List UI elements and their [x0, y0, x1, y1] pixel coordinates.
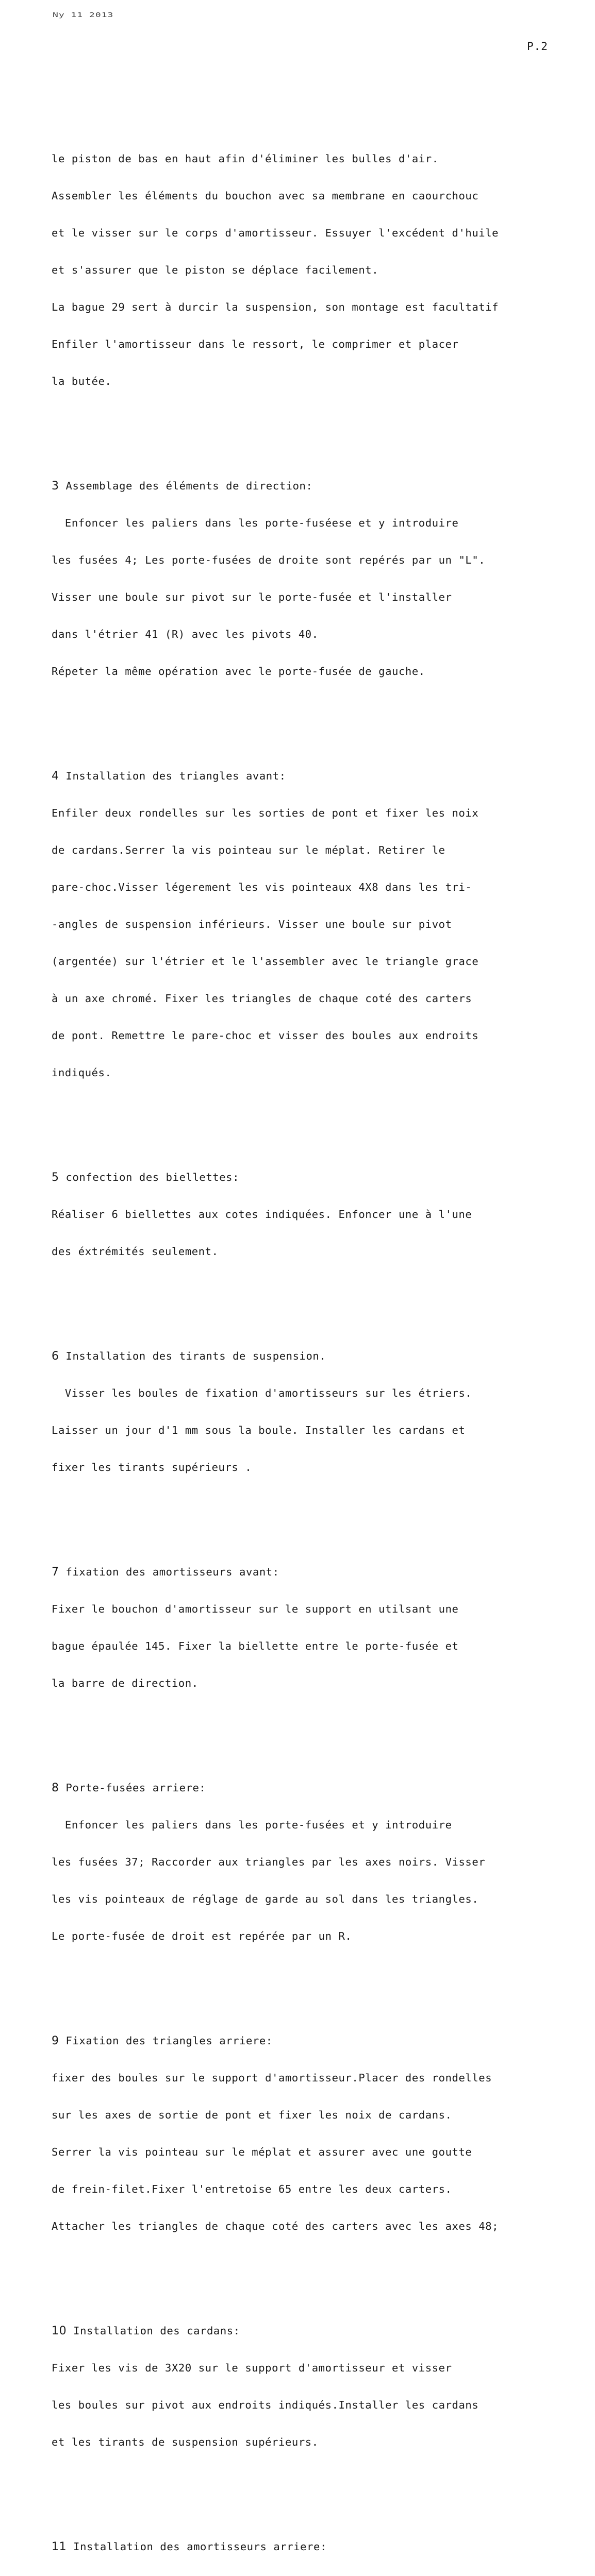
text-line: de pont. Remettre le pare-choc et visser des boules aux endroits	[52, 1029, 479, 1042]
section-title: Installation des amortisseurs arriere:	[67, 2540, 327, 2553]
section-number: 5	[52, 1171, 59, 1184]
section-3	[52, 455, 547, 702]
intro-paragraph	[52, 128, 547, 412]
text-line: de frein-filet.Fixer l'entretoise 65 entre les deux carters.	[52, 2183, 452, 2195]
text-line: la barre de direction.	[52, 1677, 199, 1689]
text-line: Laisser un jour d'1 mm sous la boule. Installer les cardans et	[52, 1424, 466, 1436]
section-number: 9	[52, 2035, 59, 2047]
section-number: 6	[52, 1350, 59, 1363]
section-4	[52, 745, 547, 1104]
section-10	[52, 2300, 547, 2473]
text-line: pare-choc.Visser légerement les vis pointeaux 4X8 dans les tri-	[52, 881, 472, 893]
section-title: Assemblage des éléments de direction:	[59, 480, 313, 492]
section-heading	[52, 2325, 547, 2337]
text-line: La bague 29 sert à durcir la suspension, son montage est facultatif	[52, 301, 499, 313]
text-line: les vis pointeaux de réglage de garde au sol dans les triangles.	[52, 1893, 479, 1905]
text-line: Fixer les vis de 3X20 sur le support d'amortisseur et visser	[52, 2362, 452, 2374]
text-line: et le visser sur le corps d'amortisseur. Essuyer l'excédent d'huile	[52, 227, 499, 239]
text-line: les fusées 37; Raccorder aux triangles par les axes noirs. Visser	[52, 1856, 486, 1868]
section-title: Installation des triangles avant:	[59, 770, 286, 782]
section-title: Porte-fusées arriere:	[59, 1782, 206, 1794]
page-number: P.2	[527, 40, 548, 53]
text-line: Assembler les éléments du bouchon avec sa membrane en caourchouc	[52, 190, 479, 202]
text-line: les boules sur pivot aux endroits indiqués.Installer les cardans	[52, 2399, 479, 2411]
text-line: Enfiler l'amortisseur dans le ressort, le comprimer et placer	[52, 338, 459, 350]
section-number: 11	[52, 2540, 67, 2553]
text-line: fixer des boules sur le support d'amortisseur.Placer des rondelles	[52, 2072, 492, 2084]
section-title: Fixation des triangles arriere:	[59, 2035, 273, 2047]
text-line: Visser les boules de fixation d'amortisseurs sur les étriers.	[52, 1387, 472, 1399]
section-number: 4	[52, 770, 59, 783]
text-line: Enfoncer les paliers dans les porte-fuséese et y introduire	[52, 517, 459, 529]
section-9	[52, 2010, 547, 2257]
section-heading	[52, 1566, 547, 1578]
section-heading	[52, 1782, 547, 1794]
text-line: Enfoncer les paliers dans les porte-fusées et y introduire	[52, 1819, 452, 1831]
section-11	[52, 2516, 547, 2576]
section-7	[52, 1541, 547, 1714]
text-line: Visser une boule sur pivot sur le porte-fusée et l'installer	[52, 591, 452, 603]
text-line: indiqués.	[52, 1066, 112, 1079]
text-line: les fusées 4; Les porte-fusées de droite sont repérés par un "L".	[52, 554, 486, 566]
section-title: Installation des cardans:	[67, 2325, 240, 2337]
section-heading	[52, 2035, 547, 2047]
section-number: 8	[52, 1782, 59, 1794]
section-number: 10	[52, 2325, 67, 2337]
section-heading	[52, 1350, 547, 1362]
text-line: à un axe chromé. Fixer les triangles de chaque coté des carters	[52, 992, 472, 1005]
section-6	[52, 1325, 547, 1498]
section-5	[52, 1146, 547, 1282]
text-line: et les tirants de suspension supérieurs.	[52, 2436, 319, 2448]
text-line: Le porte-fusée de droit est repérée par un R.	[52, 1930, 352, 1942]
section-heading	[52, 2540, 547, 2553]
section-number: 3	[52, 480, 59, 493]
text-line: (argentée) sur l'étrier et le l'assembler avec le triangle grace	[52, 955, 479, 968]
text-line: -angles de suspension inférieurs. Visser une boule sur pivot	[52, 918, 452, 930]
section-title: Installation des tirants de suspension.	[59, 1350, 326, 1362]
section-heading	[52, 1171, 547, 1183]
text-line: Serrer la vis pointeau sur le méplat et assurer avec une goutte	[52, 2146, 472, 2158]
document-body	[52, 103, 547, 2576]
section-heading	[52, 770, 547, 782]
section-number: 7	[52, 1566, 59, 1579]
text-line: des éxtrémités seulement.	[52, 1245, 219, 1258]
section-title: confection des biellettes:	[59, 1171, 240, 1183]
text-line: Attacher les triangles de chaque coté des carters avec les axes 48;	[52, 2220, 499, 2232]
text-line: Répeter la même opération avec le porte-fusée de gauche.	[52, 665, 425, 677]
text-line: la butée.	[52, 375, 112, 387]
text-line: Réaliser 6 biellettes aux cotes indiquées. Enfoncer une à l'une	[52, 1208, 472, 1221]
text-line: sur les axes de sortie de pont et fixer les noix de cardans.	[52, 2109, 452, 2121]
text-line: le piston de bas en haut afin d'éliminer les bulles d'air.	[52, 152, 439, 165]
text-line: dans l'étrier 41 (R) avec les pivots 40.	[52, 628, 319, 640]
corner-note: Ny 11 2013	[53, 11, 114, 19]
text-line: bague épaulée 145. Fixer la biellette entre le porte-fusée et	[52, 1640, 459, 1652]
section-heading	[52, 480, 547, 492]
text-line: fixer les tirants supérieurs .	[52, 1461, 252, 1473]
text-line: Enfiler deux rondelles sur les sorties de pont et fixer les noix	[52, 807, 479, 819]
text-line: de cardans.Serrer la vis pointeau sur le méplat. Retirer le	[52, 844, 445, 856]
text-line: Fixer le bouchon d'amortisseur sur le support en utilsant une	[52, 1603, 459, 1615]
section-title: fixation des amortisseurs avant:	[59, 1566, 279, 1578]
section-8	[52, 1757, 547, 1967]
text-line: et s'assurer que le piston se déplace facilement.	[52, 264, 379, 276]
